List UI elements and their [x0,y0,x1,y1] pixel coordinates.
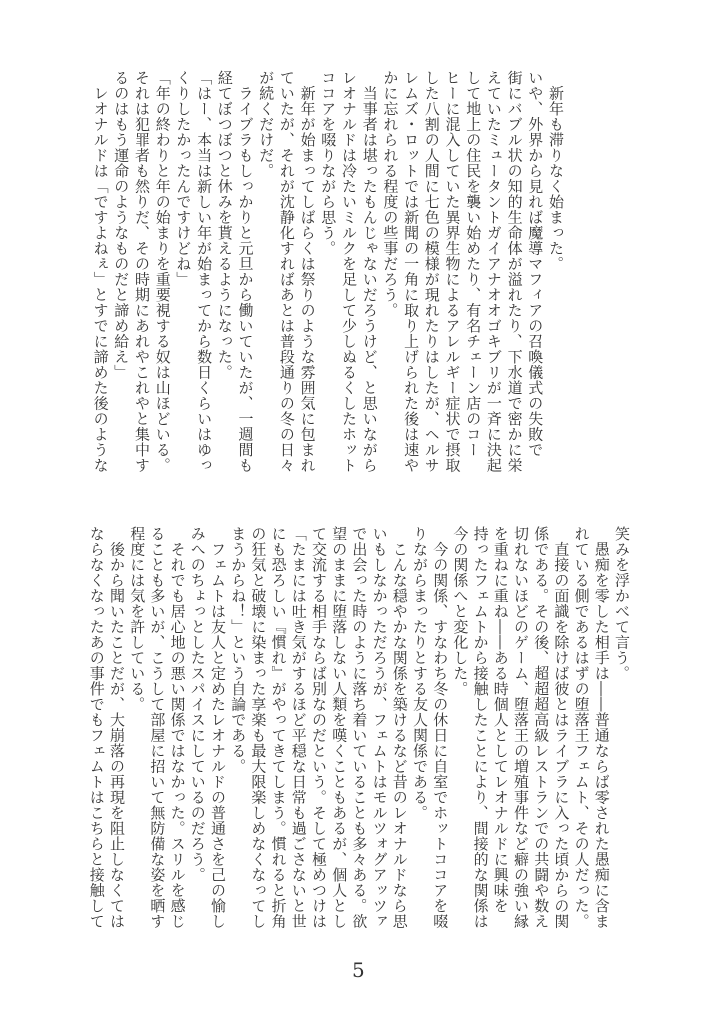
text-column: ヒーに混入していた異界生物によるアレルギー症状で摂取 [443,70,462,473]
text-column: 今の関係へと変化した。 [451,526,470,697]
text-column: にも恐ろしい『慣れ』がやってきてしまう。慣れると折角 [269,526,288,929]
text-column: れている側であるはずの堕落王フェムト、その人だった。 [572,526,591,929]
text-column: こんな穏やかな関係を築けるなど昔のレオナルドなら思 [390,526,409,929]
text-column: した八割の人間に七色の模様が現れたりはしたが、ヘルサ [422,70,441,473]
text-column: ライブラもしっかりと元旦から働いていたが、一週間も [236,70,255,473]
text-column: 「年の終わりと年の始まりを重要視する奴は山ほどいる。 [153,70,172,473]
text-column: レムズ・ロットでは新聞の一角に取り上げられた後は速や [402,70,421,473]
text-column: レオナルドは「ですよねぇ」とすでに諦めた後のような [91,70,110,473]
lower-text-tier [0,526,722,936]
text-column: て交流する相手ならば別なのだという。そして極めつけは [310,526,328,929]
text-column: で出会った時のように落ち着いていることも多々ある。欲 [350,526,369,929]
text-column: 「はー、本当は新しい年が始まってから数日くらいはゆっ [195,70,214,473]
upper-text-tier [0,70,722,480]
text-column: えていたミュータントガイアナオオゴキブリが一斉に決起 [484,70,503,473]
text-column: 今の関係、すなわち冬の休日に自室でホットココアを啜 [431,526,450,929]
text-column: 持ったフェムトから接触したことにより、間接的な関係は [471,526,490,929]
text-column: を重ねに重ね――ある時個人としてレオナルドに興味を [491,526,510,914]
text-column: 経てぼつぼつと休みを貰えるようになった。 [215,70,234,380]
text-column: 切れないほどのゲーム、堕落王の増殖事件など癖の強い縁 [512,526,530,929]
text-column: 愚痴を零した相手は――普通ならば零された愚痴に含ま [592,526,611,929]
text-column: して地上の住民を襲い始めたり、有名チェーン店のコー [464,70,483,458]
text-column: 程度には気を許している。 [128,526,147,712]
text-column: まうからね！」という自論である。 [229,526,248,774]
text-column: いもしなかっただろうが、フェムトはモルツォグアッツァ [370,526,389,929]
page-number: 5 [352,958,365,982]
text-column: レオナルドは冷たいミルクを足して少しぬるくしたホット [340,70,358,473]
text-column: 望のままに堕落しない人類を嘆くこともあるが、個人とし [330,526,349,929]
text-column: が続くだけだ。 [257,70,276,179]
text-column: 係である。その後、超超超高級レストランでの共闘や数え [532,526,551,929]
text-column: るのはもう運命のようなものだと諦め給え」 [112,70,131,380]
text-column: ていたが、それが沈静化すればあとは普段通りの冬の日々 [277,70,296,473]
text-column: 「たまには吐き気がするほど平穏な日常も過ごさないと世 [289,526,308,929]
text-column: フェムトは友人と定めたレオナルドの普通さを己の愉し [209,526,227,929]
text-column: ココアを啜りながら思う。 [319,70,338,256]
text-column: 新年も滞りなく始まった。 [547,70,565,272]
text-column: りながらまったりとする友人関係である。 [411,526,429,821]
text-column: みへのちょっとしたスパイスにしているのだろう。 [188,526,207,883]
text-column: ることも多いが、こうして部屋に招いて無防備な姿を晒す [148,526,167,929]
text-column: 後から聞いたことだが、大崩落の再現を阻止しなくては [108,526,126,929]
text-column: いや、外界から見れば魔導マフィアの召喚儀式の失敗で [526,70,545,458]
text-column: 直接の面識を除けば彼とはライブラに入った頃からの関 [552,526,571,929]
text-column: 街にバブル状の知的生命体が溢れたり、下水道で密かに栄 [505,70,524,473]
text-column: 当事者は堪ったもんじゃないだろうけど、と思いながら [360,70,379,473]
text-column: かに忘れられる程度の些事だろう。 [381,70,400,318]
text-column: ならなくなったあの事件でもフェムトはこちらと接触して [87,526,106,929]
text-column: の狂気と破壊に染まった享楽も最大限楽しめなくなってし [249,526,268,929]
text-column: 笑みを浮かべて言う。 [613,526,631,681]
text-column: それは犯罪者も然りだ、その時期にあれやこれやと集中す [133,70,151,473]
text-column: それでも居心地の悪い関係ではなかった。スリルを感じ [168,526,187,929]
text-column: くりしたかったんですけどね」 [174,70,193,287]
text-column: 新年が始まってしばらくは祭りのような雰囲気に包まれ [298,70,317,473]
